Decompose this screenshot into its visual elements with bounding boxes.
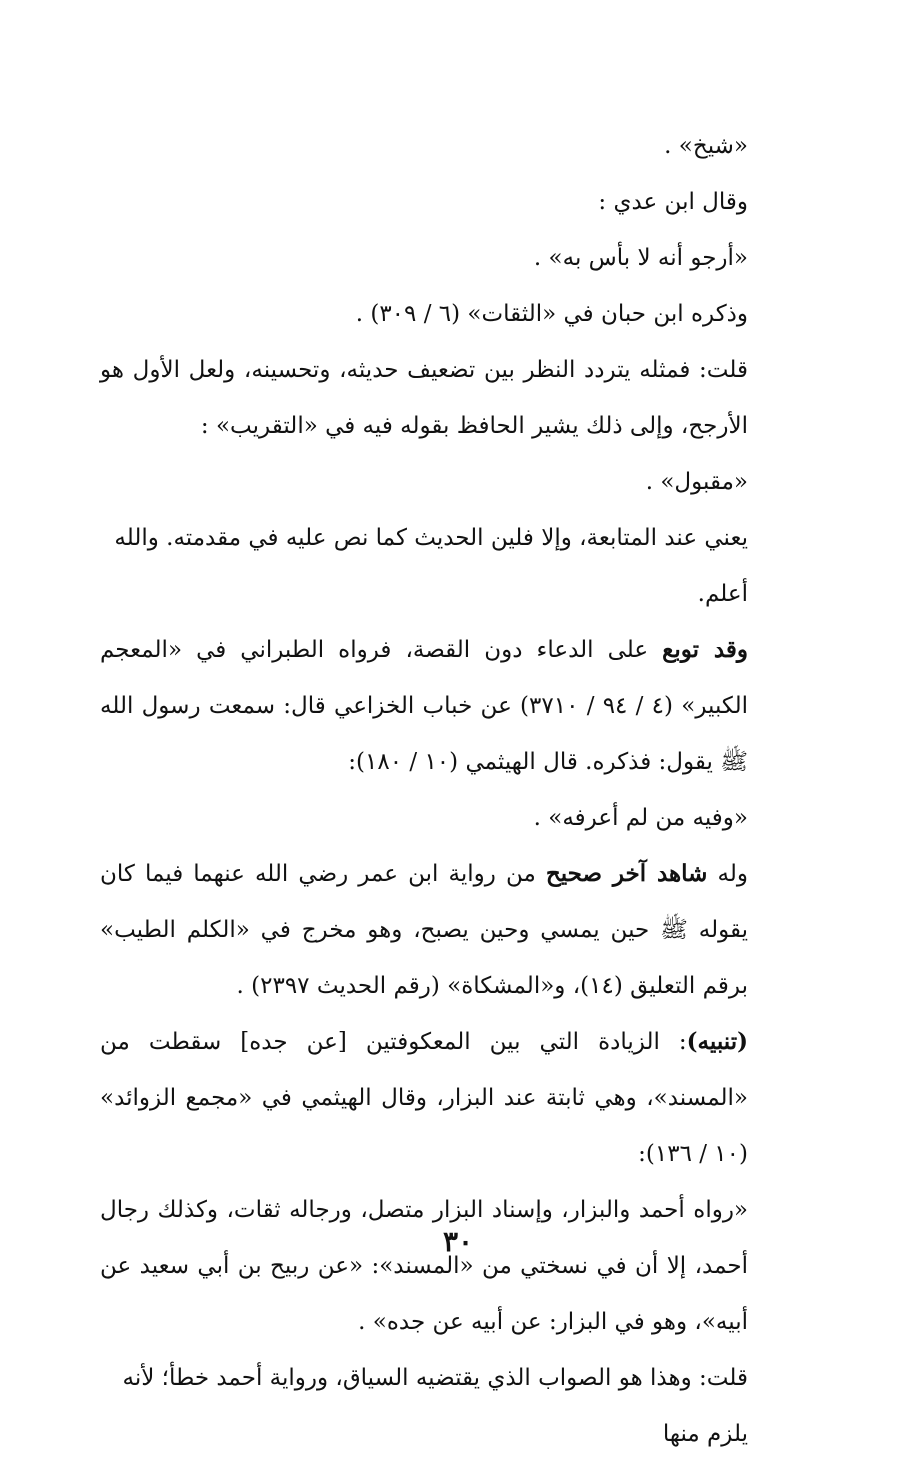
page-number: ٣٠ [442,1225,474,1258]
quote-ibn-adi: «أرجو أنه لا بأس به» . [533,245,748,271]
paragraph-text: وله [707,861,748,887]
explanation-paragraph: يعني عند المتابعة، وإلا فلين الحديث كما نص عليه في مقدمته. والله أعلم. [114,525,748,607]
paragraph-text: : الزيادة التي بين المعكوفتين [عن جده] سقطت من «المسند»، وهي ثابتة عند البزار، وقال الهيثمي في «مجمع الزوائد» (١٠ / ١٣٦): [100,1029,748,1167]
quote-haythami-long: «رواه أحمد والبزار، وإسناد البزار متصل، ورجاله ثقات، وكذلك رجال أحمد، إلا أن في نسختي من «المسند»: «عن ربيح بن أبي سعيد عن أبيه»، وهو في البزار: عن أبيه عن جده» . [100,1197,748,1335]
bold-phrase: شاهد آخر صحيح [545,860,708,887]
quote-maqbul: «مقبول» . [645,469,748,495]
final-comment-paragraph: قلت: وهذا هو الصواب الذي يقتضيه السياق، ورواية أحمد خطأ؛ لأنه يلزم منها [122,1365,748,1447]
ibn-hibban-citation: وذكره ابن حبان في «الثقات» (٦ / ٣٠٩) . [355,301,748,327]
quote-shaykh: «شيخ» . [664,133,748,159]
ibn-adi-intro: وقال ابن عدي : [598,189,748,215]
paragraph-text: على الدعاء دون القصة، فرواه الطبراني في «المعجم الكبير» (٤ / ٩٤ / ٣٧١٠) عن خباب الخزاعي قال: سمعت رسول الله ﷺ يقول: فذكره. قال الهيثمي (١٠ / ١٨٠): [100,637,748,775]
main-text [100,118,806,1462]
witness-paragraph [100,846,806,1014]
note-paragraph [100,1014,806,1182]
tabarani-paragraph [100,622,806,790]
quote-haythami: «وفيه من لم أعرفه» . [533,805,748,831]
paragraph-text: من رواية ابن عمر رضي الله عنهما فيما كان يقوله ﷺ حين يمسي وحين يصبح، وهو مخرج في «الكلم الطيب» برقم التعليق (١٤)، و«المشكاة» (رقم الحديث ٢٣٩٧) . [100,861,748,999]
author-comment-paragraph: قلت: فمثله يتردد النظر بين تضعيف حديثه، وتحسينه، ولعل الأول هو الأرجح، وإلى ذلك يشير الحافظ بقوله فيه في «التقريب» : [100,357,748,439]
bold-phrase: وقد توبع [662,636,748,663]
bold-phrase: (تنبيه) [686,1028,748,1055]
